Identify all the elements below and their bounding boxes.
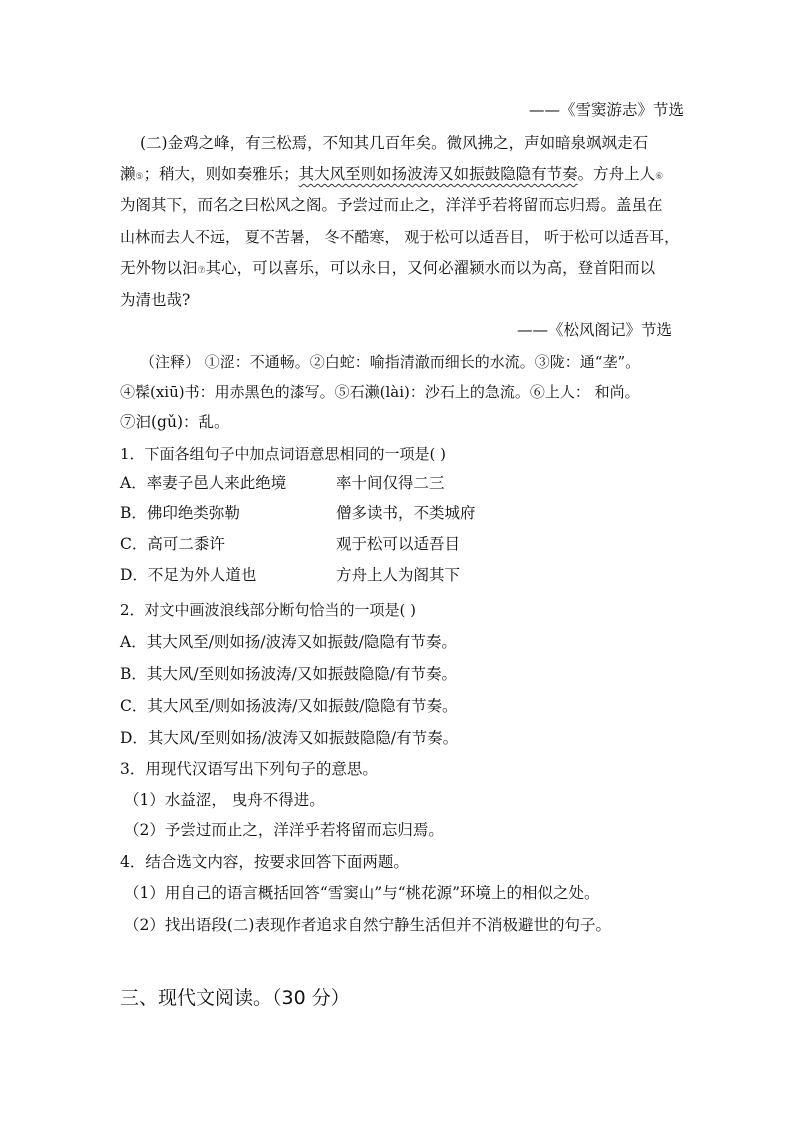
question-2-option-d: D．其大风/至则如扬/波涛又如振鼓隐隐/有节奏。 (120, 729, 459, 747)
passage-2-line-2 (120, 164, 663, 187)
text: 其心，可以喜乐，可以永日，又何必濯颍水而以为高，登首阳而以 (205, 259, 656, 277)
question-2-option-b: B．其大风/至则如扬波涛/又如振鼓隐隐/有节奏。 (120, 665, 458, 683)
question-3-item-1: （1）水益涩， 曳舟不得进。 (124, 791, 325, 809)
option-right: 方舟上人为阁其下 (336, 566, 461, 584)
passage-2-line-3: 为阁其下，而名之曰松风之阁。予尝过而止之，洋洋乎若将留而忘归焉。盖虽在 (120, 196, 663, 214)
option-right: 率十间仅得二三 (336, 474, 445, 492)
passage-2-line-1: (二)金鸡之峰，有三松焉，不知其几百年矣。微风拂之，声如暗泉飒飒走石 (140, 134, 649, 152)
text: ；稍大，则如奏雅乐； (143, 165, 299, 183)
question-2-option-c: C．其大风至/则如扬波涛/又如振鼓/隐隐有节奏。 (120, 697, 458, 715)
note-marker: ⑤ (135, 172, 144, 182)
text: 无外物以汩 (120, 259, 198, 277)
option-left: B．佛印绝类弥勒 (120, 504, 240, 522)
source-citation-2: ——《松风阁记》节选 (516, 321, 672, 339)
wavy-underlined-sentence: 其大风至则如扬波涛又如振鼓隐隐有节奏 (298, 165, 578, 183)
passage-2-line-4: 山林而去人不远， 夏不苦暑， 冬不酷寒， 观于松可以适吾目， 听于松可以适吾耳， (120, 228, 680, 246)
notes-line-2: ④髹(xiū)书：用赤黑色的漆写。⑤石濑(lài)：沙石上的急流。⑥上人： 和尚。 (120, 383, 640, 401)
notes-line-3: ⑦汩(gǔ)：乱。 (120, 413, 230, 431)
option-left: A．率妻子邑人来此绝境 (120, 474, 287, 492)
option-right: 僧多读书，不类城府 (336, 504, 476, 522)
question-2-option-a: A．其大风至/则如扬/波涛又如振鼓/隐隐有节奏。 (120, 633, 457, 651)
notes-line-1: （注释） ①涩：不通畅。②白蛇：喻指清澈而细长的水流。③陇：通“垄”。 (140, 353, 641, 371)
passage-2-line-5 (120, 258, 655, 281)
question-3-item-2: （2）予尝过而止之，洋洋乎若将留而忘归焉。 (124, 821, 444, 839)
question-2-stem: 2．对文中画波浪线部分断句恰当的一项是( ) (120, 601, 417, 619)
question-4-item-1: （1）用自己的语言概括回答“雪窦山”与“桃花源”环境上的相似之处。 (124, 884, 600, 902)
section-heading: 三、现代文阅读。（30 分） (120, 987, 350, 1009)
question-3-stem: 3．用现代汉语写出下列句子的意思。 (120, 760, 378, 778)
option-left: C．高可二黍许 (120, 535, 225, 553)
text: 濑 (120, 165, 136, 183)
source-citation-1: ——《雪窦游志》节选 (528, 101, 684, 119)
note-marker: ⑥ (655, 172, 664, 182)
note-marker: ⑦ (197, 266, 206, 276)
passage-2-line-6: 为清也哉? (120, 291, 191, 309)
option-right: 观于松可以适吾目 (336, 535, 461, 553)
option-left: D．不足为外人道也 (120, 566, 257, 584)
question-1-stem: 1．下面各组句子中加点词语意思相同的一项是( ) (120, 445, 447, 463)
question-4-stem: 4．结合选文内容，按要求回答下面两题。 (120, 853, 409, 871)
question-4-item-2: （2）找出语段(二)表现作者追求自然宁静生活但并不消极避世的句子。 (124, 916, 611, 934)
text: 。方舟上人 (577, 165, 656, 183)
